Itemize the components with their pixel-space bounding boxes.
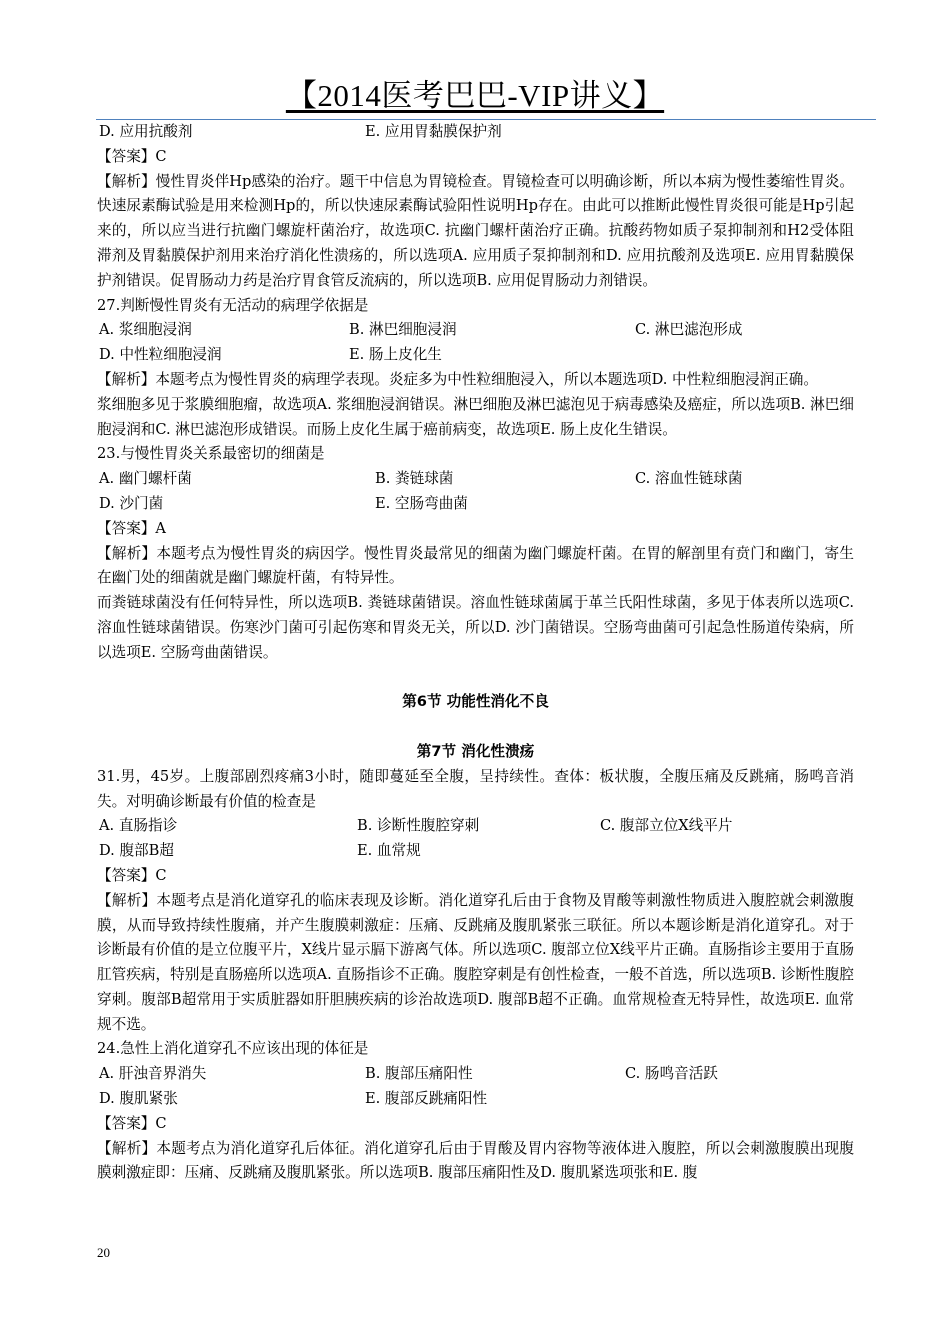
- option-e: E. 腹部反跳痛阳性: [365, 1090, 488, 1108]
- answer: 【答案】C: [97, 866, 167, 884]
- analysis-continued: 而粪链球菌没有任何特异性，所以选项B. 粪链球菌错误。溶血性链球菌属于革兰氏阳性球菌，多见于体表所以选项C. 溶血性链球菌错误。伤寒沙门菌可引起伤寒和胃炎无关，所以D. 沙门菌错误。空肠弯曲菌可引起急性肠道传染病，所以选项E. 空肠弯曲菌错误。: [97, 594, 854, 661]
- option-b: B. 粪链球菌: [375, 470, 454, 488]
- option-b: B. 诊断性腹腔穿刺: [357, 817, 480, 835]
- page-number: 20: [97, 1245, 110, 1260]
- option-row: [97, 839, 854, 864]
- page-header-title: 【2014医考巴巴-VIP讲义】: [285, 78, 665, 113]
- option-e: E. 肠上皮化生: [349, 346, 442, 364]
- option-row: [97, 318, 854, 343]
- option-a: A. 肝浊音界消失: [99, 1065, 207, 1083]
- option-d: D. 中性粒细胞浸润: [99, 346, 222, 364]
- analysis: 【解析】本题考点为慢性胃炎的病因学。慢性胃炎最常见的细菌为幽门螺旋杆菌。在胃的解剖里有贲门和幽门，寄生在幽门处的细菌就是幽门螺旋杆菌，有特异性。: [97, 544, 854, 587]
- section-heading: 第7节 消化性溃疡: [416, 742, 535, 760]
- option-row: [97, 1087, 854, 1112]
- option-c: C. 腹部立位X线平片: [600, 817, 733, 835]
- option-d: D. 应用抗酸剂: [99, 123, 193, 140]
- option-row: [97, 343, 854, 368]
- question-stem: 24.急性上消化道穿孔不应该出现的体征是: [97, 1040, 369, 1058]
- option-e: E. 血常规: [357, 842, 421, 860]
- answer: 【答案】C: [97, 1114, 167, 1132]
- option-c: C. 肠鸣音活跃: [625, 1065, 718, 1083]
- analysis: 【解析】本题考点是消化道穿孔的临床表现及诊断。消化道穿孔后由于食物及胃酸等刺激性物质进入腹腔就会刺激腹膜，从而导致持续性腹痛，并产生腹膜刺激症：压痛、反跳痛及腹肌紧张三联征。所以本题诊断是消化道穿孔。对于诊断最有价值的是立位腹平片，X线片显示膈下游离气体。所以选项C. 腹部立位X线平片正确。直肠指诊主要用于直肠肛管疾病，特别是直肠癌所以选项A. 直肠指诊不正确。腹腔穿刺是有创性检查，一般不首选，所以选项B. 诊断性腹腔穿刺。腹部B超常用于实质脏器如肝胆胰疾病的诊治故选项D. 腹部B超不正确。血常规检查无特异性，故选项E. 血常规不选。: [97, 891, 854, 1033]
- question-stem: 27.判断慢性胃炎有无活动的病理学依据是: [97, 296, 369, 314]
- option-d: D. 沙门菌: [99, 494, 164, 512]
- analysis: 【解析】本题考点为慢性胃炎的病理学表现。炎症多为中性粒细胞浸入，所以本题选项D. 中性粒细胞浸润正确。: [97, 370, 818, 388]
- option-a: A. 浆细胞浸润: [99, 321, 192, 339]
- answer: 【答案】C: [97, 147, 167, 165]
- question-stem: 23.与慢性胃炎关系最密切的细菌是: [97, 445, 325, 463]
- option-c: C. 淋巴滤泡形成: [635, 321, 743, 339]
- option-b: B. 腹部压痛阳性: [365, 1065, 473, 1083]
- section-heading: 第6节 功能性消化不良: [402, 693, 549, 711]
- document-body: [97, 120, 854, 1186]
- analysis: 【解析】慢性胃炎伴Hp感染的治疗。题干中信息为胃镜检查。胃镜检查可以明确诊断，所以本病为慢性萎缩性胃炎。快速尿素酶试验是用来检测Hp的，所以快速尿素酶试验阳性说明Hp存在。由此可以推断此慢性胃炎很可能是Hp引起来的，所以应当进行抗幽门螺旋杆菌治疗，故选项C. 抗幽门螺杆菌治疗正确。抗酸药物如质子泵抑制剂和H2受体阻滞剂及胃黏膜保护剂用来治疗消化性溃疡的，所以选项A. 应用质子泵抑制剂和D. 应用抗酸剂及选项E. 应用胃黏膜保护剂错误。促胃肠动力药是治疗胃食管反流病的，所以选项B. 应用促胃肠动力剂错误。: [97, 172, 854, 289]
- option-a: A. 直肠指诊: [99, 817, 178, 835]
- question-stem: 31.男，45岁。上腹部剧烈疼痛3小时，随即蔓延至全腹，呈持续性。查体：板状腹，全腹压痛及反跳痛，肠鸣音消失。对明确诊断最有价值的检查是: [97, 767, 854, 810]
- analysis: 【解析】本题考点为消化道穿孔后体征。消化道穿孔后由于胃酸及胃内容物等液体进入腹腔，所以会刺激腹膜出现腹膜刺激症即：压痛、反跳痛及腹肌紧张。所以选项B. 腹部压痛阳性及D. 腹肌紧选项张和E. 腹: [97, 1139, 854, 1182]
- option-c: C. 溶血性链球菌: [635, 470, 743, 488]
- option-row: [97, 492, 854, 517]
- option-row: [97, 814, 854, 839]
- option-d: D. 腹部B超: [99, 842, 174, 860]
- option-row: [97, 120, 854, 145]
- option-b: B. 淋巴细胞浸润: [349, 321, 457, 339]
- option-e: E. 空肠弯曲菌: [375, 494, 468, 512]
- option-e: E. 应用胃黏膜保护剂: [365, 123, 502, 140]
- option-a: A. 幽门螺杆菌: [99, 470, 192, 488]
- answer: 【答案】A: [97, 519, 166, 537]
- option-row: [97, 467, 854, 492]
- analysis-continued: 浆细胞多见于浆膜细胞瘤，故选项A. 浆细胞浸润错误。淋巴细胞及淋巴滤泡见于病毒感染及癌症，所以选项B. 淋巴细胞浸润和C. 淋巴滤泡形成错误。而肠上皮化生属于癌前病变，故选项E. 肠上皮化生错误。: [97, 395, 854, 438]
- option-d: D. 腹肌紧张: [99, 1090, 178, 1108]
- option-row: [97, 1062, 854, 1087]
